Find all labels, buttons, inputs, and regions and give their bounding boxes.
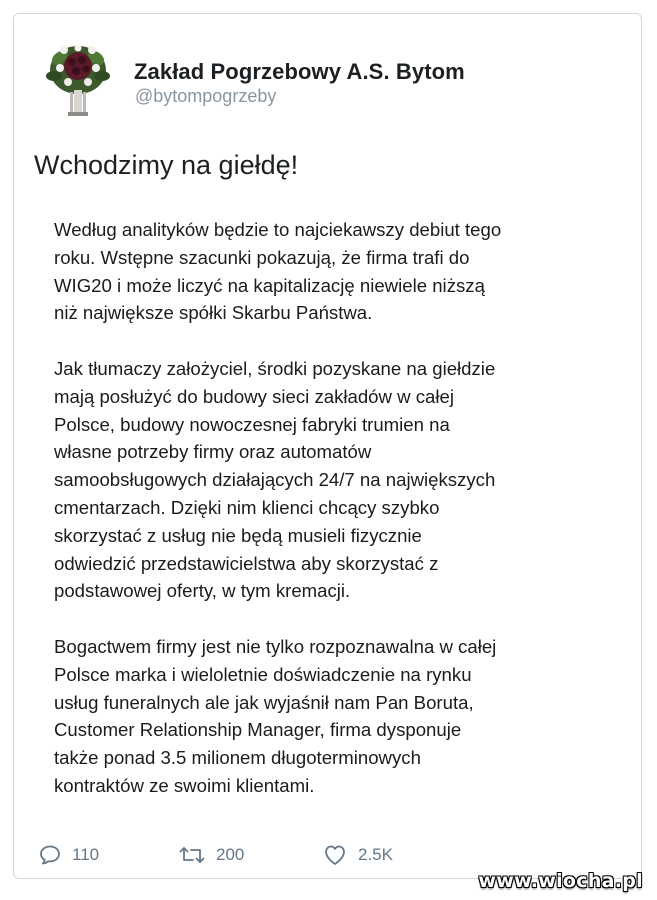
like-count: 2.5K xyxy=(358,845,393,864)
watermark: www.wiocha.pl xyxy=(478,870,643,892)
reply-icon xyxy=(38,843,62,867)
paragraph: Według analityków będzie to najciekawszy debiut tego roku. Wstępne szacunki pokazują, że firma trafi do WIG20 i może liczyć na kapitalizację niewiele niższą niż największe spółki Skarbu Państwa. xyxy=(54,219,502,324)
retweet-count: 200 xyxy=(216,845,245,864)
tweet-headline: Wchodzimy na giełdę! xyxy=(34,150,299,180)
paragraph: Bogactwem firmy jest nie tylko rozpoznawalna w całej Polsce marka i wieloletnie doświadczenie na rynku usług funeralnych ale jak wyjaśnił nam Pan Boruta, Customer Relationship Manager, firma dysponuje także ponad 3.5 milionem długoterminowych kontraktów ze swoimi klientami. xyxy=(54,635,497,796)
avatar[interactable] xyxy=(46,36,110,120)
funeral-wreath-image xyxy=(46,36,110,120)
heart-icon xyxy=(322,843,348,867)
handle[interactable]: @bytompogrzeby xyxy=(135,86,277,106)
tweet-image-text xyxy=(54,216,634,828)
retweet-icon xyxy=(178,843,206,867)
display-name[interactable]: Zakład Pogrzebowy A.S. Bytom xyxy=(134,59,465,84)
paragraph: Jak tłumaczy założyciel, środki pozyskane na giełdzie mają posłużyć do budowy sieci zakładów w całej Polsce, budowy nowoczesnej fabryki trumien na własne potrzeby firmy oraz automatów samoobsługowych działających 24/7 na największych cmentarzach. Dzięki nim klienci chcący szybko skorzystać z usług nie będą musieli fizycznie odwiedzić przedstawicielstwa aby skorzystać z podstawowej oferty, w tym kremacji. xyxy=(54,357,496,602)
tweet-card xyxy=(13,13,642,879)
reply-count: 110 xyxy=(72,845,100,864)
like-button[interactable] xyxy=(322,840,393,870)
reply-button[interactable] xyxy=(38,840,99,870)
tweet-actions xyxy=(38,840,458,870)
retweet-button[interactable] xyxy=(178,840,244,870)
